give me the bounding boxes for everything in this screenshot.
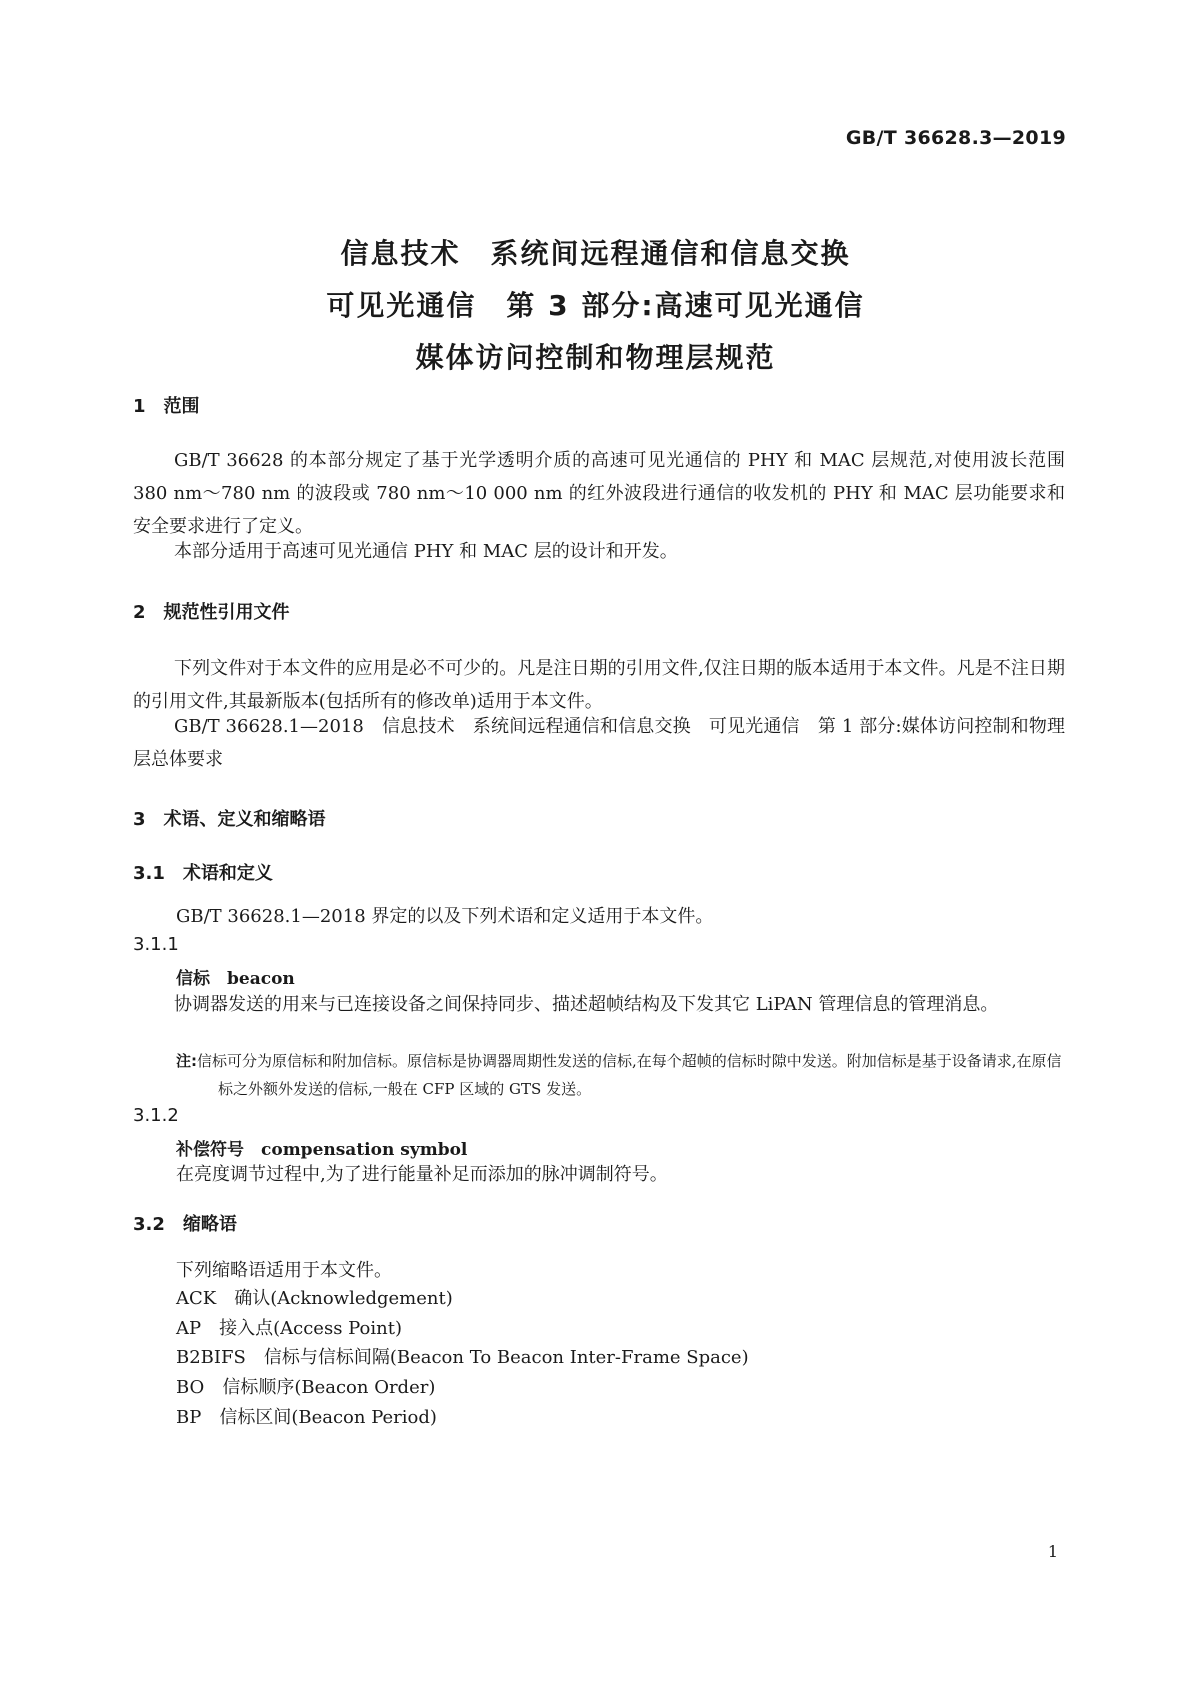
document-title <box>0 228 1191 384</box>
term-note <box>176 1047 1066 1103</box>
title-line-1: 信息技术 系统间远程通信和信息交换 <box>340 237 851 270</box>
title-line-2: 可见光通信 第 3 部分:高速可见光通信 <box>326 289 865 322</box>
section-3-2-heading: 3.2 缩略语 <box>133 1214 237 1235</box>
term-name <box>176 1135 467 1160</box>
abbreviation-term: ACK <box>176 1288 217 1309</box>
abbreviation-meaning: 信标与信标间隔(Beacon To Beacon Inter-Frame Space) <box>263 1347 749 1368</box>
section-2-paragraph-1: 下列文件对于本文件的应用是必不可少的。凡是注日期的引用文件,仅注日期的版本适用于本文件。凡是不注日期的引用文件,其最新版本(包括所有的修改单)适用于本文件。 <box>133 658 1065 712</box>
abbreviation-item <box>176 1314 402 1340</box>
section-3-1-heading: 3.1 术语和定义 <box>133 863 273 884</box>
page-number: 1 <box>1047 1542 1058 1561</box>
section-3-2-intro: 下列缩略语适用于本文件。 <box>176 1260 392 1281</box>
section-3-1-intro: GB/T 36628.1—2018 界定的以及下列术语和定义适用于本文件。 <box>176 906 714 927</box>
abbreviation-item <box>176 1284 453 1310</box>
term-definition: 协调器发送的用来与已连接设备之间保持同步、描述超帧结构及下发其它 LiPAN 管理信息的管理消息。 <box>174 994 999 1015</box>
term-name-en: beacon <box>227 969 295 989</box>
section-2-heading: 2 规范性引用文件 <box>133 602 290 623</box>
term-number: 3.1.1 <box>133 934 179 955</box>
abbreviation-term: B2BIFS <box>176 1347 246 1368</box>
abbreviation-meaning: 接入点(Access Point) <box>219 1318 402 1339</box>
note-label: 注: <box>176 1052 197 1070</box>
term-number: 3.1.2 <box>133 1105 179 1126</box>
abbreviation-item <box>176 1343 749 1369</box>
section-3-heading: 3 术语、定义和缩略语 <box>133 809 326 830</box>
abbreviation-term: BP <box>176 1407 202 1428</box>
abbreviation-meaning: 信标顺序(Beacon Order) <box>222 1377 436 1398</box>
section-1-heading: 1 范围 <box>133 396 200 417</box>
section-1-paragraph-1: GB/T 36628 的本部分规定了基于光学透明介质的高速可见光通信的 PHY 和 MAC 层规范,对使用波长范围 380 nm～780 nm 的波段或 780 nm～10 000 nm 的红外波段进行通信的收发机的 PHY 和 MAC 层功能要求和安全要求进行了定义。 <box>133 450 1065 537</box>
abbreviation-term: BO <box>176 1377 205 1398</box>
abbreviation-meaning: 信标区间(Beacon Period) <box>219 1407 437 1428</box>
title-line-3: 媒体访问控制和物理层规范 <box>415 341 776 374</box>
abbreviation-item <box>176 1403 437 1429</box>
standard-code: GB/T 36628.3—2019 <box>845 127 1066 149</box>
term-name-en: compensation symbol <box>261 1140 468 1160</box>
abbreviation-item <box>176 1373 435 1399</box>
note-text: 信标可分为原信标和附加信标。原信标是协调器周期性发送的信标,在每个超帧的信标时隙中发送。附加信标是基于设备请求,在原信标之外额外发送的信标,一般在 CFP 区域的 GTS 发送。 <box>197 1052 1062 1098</box>
abbreviation-meaning: 确认(Acknowledgement) <box>234 1288 453 1309</box>
term-definition: 在亮度调节过程中,为了进行能量补足而添加的脉冲调制符号。 <box>176 1164 668 1185</box>
abbreviation-term: AP <box>176 1318 202 1339</box>
section-1-paragraph-2: 本部分适用于高速可见光通信 PHY 和 MAC 层的设计和开发。 <box>174 541 678 562</box>
term-name-zh: 信标 <box>176 969 210 989</box>
term-name-zh: 补偿符号 <box>176 1140 244 1160</box>
section-2-reference: GB/T 36628.1—2018 信息技术 系统间远程通信和信息交换 可见光通信 第 1 部分:媒体访问控制和物理层总体要求 <box>133 716 1065 770</box>
term-name <box>176 964 295 989</box>
